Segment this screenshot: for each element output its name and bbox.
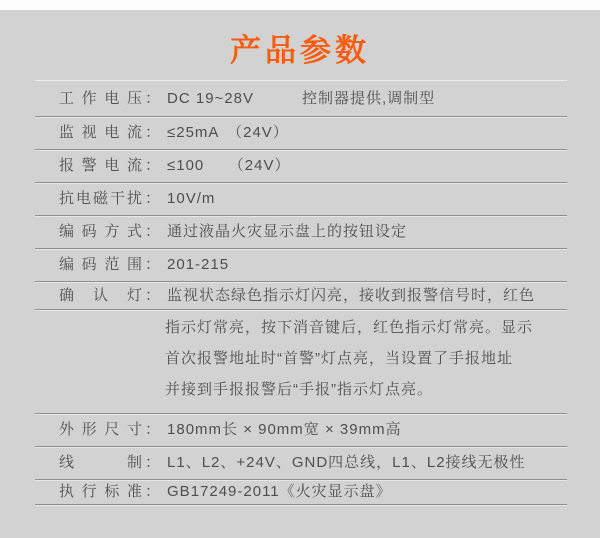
param-value: 180mm长 × 90mm宽 × 39mm高: [167, 421, 402, 438]
param-colon: ：: [145, 90, 162, 107]
param-value: GB17249-2011《火灾显示盘》: [167, 483, 392, 500]
param-colon: ：: [145, 454, 162, 471]
param-value-line: 监视状态绿色指示灯闪亮，接收到报警信号时，红色: [167, 287, 536, 304]
param-label: 外形尺寸: [59, 421, 143, 438]
param-colon: ：: [145, 223, 162, 240]
row-emi-resistance: [35, 183, 567, 216]
page-title: 产品参数: [230, 33, 370, 68]
row-coding-range: [35, 249, 567, 282]
param-label: 报警电流: [59, 157, 143, 174]
param-value: 10V/m: [167, 190, 216, 207]
param-label: 编码方式: [59, 223, 143, 240]
confirm-lamp-continuation: [35, 310, 567, 414]
param-colon: ：: [145, 124, 162, 141]
row-confirm-lamp: [35, 282, 567, 310]
param-value-line: 指示灯常亮，按下消音键后，红色指示灯常亮。显示: [165, 319, 534, 336]
param-label: 监视电流: [59, 124, 143, 141]
param-colon: ：: [145, 483, 162, 500]
param-value-line: 首次报警地址时“首警”灯点亮，当设置了手报地址: [165, 350, 513, 367]
spec-table: [35, 80, 567, 505]
param-value: 通过液晶火灾显示盘上的按钮设定: [167, 223, 408, 240]
param-label: 工作电压: [59, 90, 143, 107]
row-wiring: [35, 447, 567, 480]
param-colon: ：: [145, 287, 162, 304]
param-value: L1、L2、+24V、GND四总线，L1、L2接线无极性: [167, 454, 526, 471]
param-value-line: 并接到手报报警后“手报”指示灯点亮。: [165, 381, 433, 398]
param-colon: ：: [145, 157, 162, 174]
row-dimensions: [35, 414, 567, 447]
param-value: DC 19~28V 控制器提供,调制型: [167, 90, 436, 107]
param-label: 执行标准: [59, 483, 143, 500]
row-monitor-current: [35, 117, 567, 150]
page-top-strip: [0, 0, 600, 10]
row-standard: [35, 480, 567, 505]
param-label: 编码范围: [59, 256, 143, 273]
param-label: 抗电磁干扰: [59, 190, 143, 207]
param-label: 线制: [59, 454, 143, 471]
param-label: 确认灯: [59, 287, 143, 304]
param-value: ≤25mA （24V）: [167, 124, 289, 141]
param-colon: ：: [145, 256, 162, 273]
row-coding-method: [35, 216, 567, 249]
param-value: ≤100 （24V）: [167, 157, 291, 174]
param-value: 201-215: [167, 256, 230, 273]
row-alarm-current: [35, 150, 567, 183]
param-colon: ：: [145, 190, 162, 207]
row-working-voltage: [35, 81, 567, 117]
param-colon: ：: [145, 421, 162, 438]
